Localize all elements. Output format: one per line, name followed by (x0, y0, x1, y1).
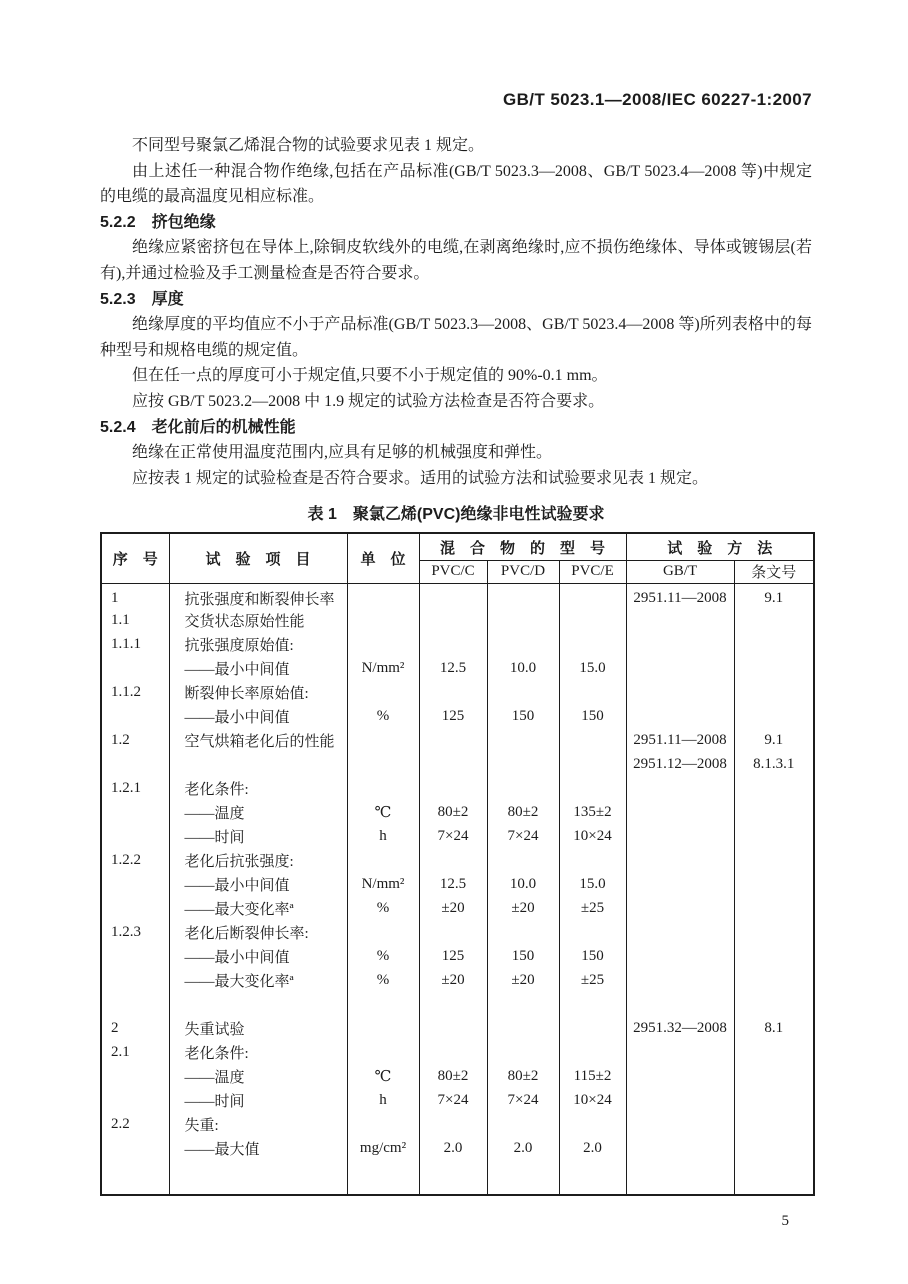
table-cell (487, 633, 559, 657)
table-row (101, 1137, 814, 1161)
table-cell: 80±2 (419, 801, 487, 825)
requirements-table (100, 532, 815, 1196)
table-cell (734, 609, 814, 633)
table-cell (101, 873, 169, 897)
table-cell (347, 1017, 419, 1041)
table-body (101, 583, 814, 1195)
table-row (101, 1041, 814, 1065)
table-cell: ℃ (347, 1065, 419, 1089)
table-cell (347, 729, 419, 753)
table-cell: % (347, 897, 419, 921)
table-row (101, 993, 814, 1017)
table-cell: 2951.11—2008 (626, 729, 734, 753)
table-cell (626, 705, 734, 729)
table-row (101, 633, 814, 657)
table-cell: 老化后断裂伸长率: (169, 921, 347, 945)
table-cell (347, 633, 419, 657)
table-row (101, 657, 814, 681)
table-cell (487, 1017, 559, 1041)
table-cell (487, 729, 559, 753)
table-row (101, 681, 814, 705)
table-cell (626, 633, 734, 657)
table-cell (559, 921, 626, 945)
table-row (101, 921, 814, 945)
table-cell: 交货状态原始性能 (169, 609, 347, 633)
table-cell: 老化条件: (169, 1041, 347, 1065)
table-cell (559, 1161, 626, 1195)
table-cell (347, 777, 419, 801)
col-header-clause: 条文号 (734, 560, 814, 583)
table-cell (487, 1161, 559, 1195)
table-cell (419, 681, 487, 705)
page-content (100, 90, 812, 1230)
table-cell (101, 1161, 169, 1195)
table-cell (419, 777, 487, 801)
col-header-mixture-group: 混 合 物 的 型 号 (419, 533, 626, 560)
table-row (101, 1113, 814, 1137)
table-row (101, 1065, 814, 1089)
table-cell: 80±2 (487, 1065, 559, 1089)
table-cell: 9.1 (734, 583, 814, 609)
table-cell (487, 993, 559, 1017)
table-cell: 1 (101, 583, 169, 609)
table-cell (626, 969, 734, 993)
table-cell (347, 921, 419, 945)
table-cell (626, 849, 734, 873)
table-cell (487, 753, 559, 777)
table-cell: 8.1 (734, 1017, 814, 1041)
table-row (101, 897, 814, 921)
section-heading: 5.2.4 老化前后的机械性能 (100, 418, 296, 436)
paragraph: 不同型号聚氯乙烯混合物的试验要求见表 1 规定。 (132, 137, 485, 154)
table-cell (626, 801, 734, 825)
table-cell (419, 993, 487, 1017)
table-cell (559, 849, 626, 873)
table-cell (734, 1137, 814, 1161)
table-cell: 2.0 (487, 1137, 559, 1161)
table-cell: ——最大值 (169, 1137, 347, 1161)
table-cell: 老化条件: (169, 777, 347, 801)
table-cell (419, 729, 487, 753)
table-row (101, 729, 814, 753)
table-cell (734, 681, 814, 705)
section-heading: 5.2.2 挤包绝缘 (100, 213, 216, 231)
table-cell: 空气烘箱老化后的性能 (169, 729, 347, 753)
table-cell (734, 825, 814, 849)
table-cell: ——最小中间值 (169, 705, 347, 729)
table-cell (347, 1113, 419, 1137)
table-cell: 10×24 (559, 1089, 626, 1113)
col-header-pvc-e: PVC/E (559, 560, 626, 583)
table-row (101, 825, 814, 849)
table-cell: 2951.11—2008 (626, 583, 734, 609)
table-cell: 7×24 (487, 1089, 559, 1113)
table-cell (487, 681, 559, 705)
table-cell: 10×24 (559, 825, 626, 849)
table-cell (347, 1041, 419, 1065)
table-cell (626, 1137, 734, 1161)
table-cell (487, 849, 559, 873)
table-cell (101, 897, 169, 921)
table-cell (626, 1161, 734, 1195)
table-cell: 2951.12—2008 (626, 753, 734, 777)
table-row (101, 945, 814, 969)
table-cell: 1.1.2 (101, 681, 169, 705)
table-cell (487, 1113, 559, 1137)
page-number: 5 (781, 1212, 789, 1229)
table-cell: 12.5 (419, 657, 487, 681)
doc-content (100, 133, 812, 491)
table-cell: 2 (101, 1017, 169, 1041)
paragraph: 绝缘应紧密挤包在导体上,除铜皮软线外的电缆,在剥离绝缘时,应不损伤绝缘体、导体或镀锡层(若有),并通过检验及手工测量检查是否符合要求。 (100, 239, 812, 282)
table-cell (487, 609, 559, 633)
col-header-seq: 序 号 (101, 533, 169, 583)
table-cell (626, 921, 734, 945)
table-cell: 150 (559, 705, 626, 729)
table-cell: ±20 (419, 897, 487, 921)
table-cell (626, 657, 734, 681)
table-cell (559, 609, 626, 633)
table-cell (626, 825, 734, 849)
table-cell: 150 (487, 705, 559, 729)
table-cell (487, 777, 559, 801)
table-cell (734, 873, 814, 897)
table-cell: 10.0 (487, 873, 559, 897)
table-cell: ——温度 (169, 801, 347, 825)
col-header-unit: 单 位 (347, 533, 419, 583)
paragraph: 应按表 1 规定的试验检查是否符合要求。适用的试验方法和试验要求见表 1 规定。 (132, 469, 709, 487)
table-cell (559, 729, 626, 753)
table-cell (347, 583, 419, 609)
table-cell (734, 1161, 814, 1195)
table-row (101, 801, 814, 825)
table-cell: ——最大变化率ª (169, 969, 347, 993)
table-cell (734, 1065, 814, 1089)
table-cell: 12.5 (419, 873, 487, 897)
table-cell (419, 1161, 487, 1195)
table-cell (734, 921, 814, 945)
table-cell: 老化后抗张强度: (169, 849, 347, 873)
col-header-pvc-c: PVC/C (419, 560, 487, 583)
table-cell: 9.1 (734, 729, 814, 753)
table-cell: 1.2 (101, 729, 169, 753)
table-cell: 10.0 (487, 657, 559, 681)
table-cell: 失重: (169, 1113, 347, 1137)
table-cell: 失重试验 (169, 1017, 347, 1041)
table-cell: ±20 (419, 969, 487, 993)
table-cell (101, 945, 169, 969)
table-cell: ——时间 (169, 825, 347, 849)
table-cell (419, 921, 487, 945)
paragraph: 由上述任一种混合物作绝缘,包括在产品标准(GB/T 5023.3—2008、GB/T 5023.4—2008 等)中规定的电缆的最高温度见相应标准。 (100, 162, 812, 206)
table-cell: 150 (487, 945, 559, 969)
table-cell (347, 849, 419, 873)
table-cell (734, 1089, 814, 1113)
table-cell: 135±2 (559, 801, 626, 825)
table-cell (419, 753, 487, 777)
table-cell (734, 1041, 814, 1065)
table-cell: ——最小中间值 (169, 945, 347, 969)
table-cell: 115±2 (559, 1065, 626, 1089)
paragraph: 但在任一点的厚度可小于规定值,只要不小于规定值的 90%-0.1 mm。 (132, 367, 608, 385)
table-cell (347, 609, 419, 633)
table-cell (559, 777, 626, 801)
table-cell (734, 777, 814, 801)
table-cell: ℃ (347, 801, 419, 825)
table-row (101, 1017, 814, 1041)
table-cell (734, 1113, 814, 1137)
table-cell: 1.2.2 (101, 849, 169, 873)
table-cell: 1.1 (101, 609, 169, 633)
table-cell: 125 (419, 705, 487, 729)
table-cell (559, 583, 626, 609)
table-cell: ——最大变化率ª (169, 897, 347, 921)
col-header-item: 试 验 项 目 (169, 533, 347, 583)
table-cell: % (347, 945, 419, 969)
table-cell (734, 945, 814, 969)
table-cell: N/mm² (347, 657, 419, 681)
table-row (101, 753, 814, 777)
table-cell (101, 705, 169, 729)
table-cell: ——温度 (169, 1065, 347, 1089)
table-cell: 80±2 (419, 1065, 487, 1089)
table-cell (101, 1065, 169, 1089)
table-cell: 2.1 (101, 1041, 169, 1065)
table-cell: 7×24 (419, 1089, 487, 1113)
table-cell (626, 993, 734, 1017)
table-cell (101, 993, 169, 1017)
table-cell (169, 753, 347, 777)
table-cell: % (347, 969, 419, 993)
table-cell (101, 657, 169, 681)
standard-number-header: GB/T 5023.1—2008/IEC 60227-1:2007 (503, 90, 812, 109)
table-cell: 2.0 (559, 1137, 626, 1161)
table-cell (101, 1137, 169, 1161)
section-heading: 5.2.3 厚度 (100, 290, 184, 308)
table-cell (347, 681, 419, 705)
table-cell (734, 969, 814, 993)
table-cell: ±25 (559, 969, 626, 993)
table-cell (347, 1161, 419, 1195)
table-cell (734, 897, 814, 921)
table-row (101, 873, 814, 897)
table-row (101, 583, 814, 609)
table-cell (169, 993, 347, 1017)
table-cell (734, 849, 814, 873)
table-cell: 抗张强度和断裂伸长率 (169, 583, 347, 609)
table-cell (626, 945, 734, 969)
table-cell (487, 1041, 559, 1065)
table-row (101, 777, 814, 801)
table-cell: 7×24 (419, 825, 487, 849)
table-cell: 断裂伸长率原始值: (169, 681, 347, 705)
table-cell (626, 609, 734, 633)
table-cell (419, 583, 487, 609)
table-cell: ±25 (559, 897, 626, 921)
table-cell (419, 633, 487, 657)
table-cell (559, 1113, 626, 1137)
table-cell: ±20 (487, 969, 559, 993)
table-cell: ——时间 (169, 1089, 347, 1113)
table-cell (419, 1017, 487, 1041)
table-cell (419, 849, 487, 873)
table-cell (559, 753, 626, 777)
table-cell: h (347, 1089, 419, 1113)
table-cell: 1.2.3 (101, 921, 169, 945)
table-cell (419, 1041, 487, 1065)
table-cell: ±20 (487, 897, 559, 921)
table-cell: 2.0 (419, 1137, 487, 1161)
table-cell: 80±2 (487, 801, 559, 825)
table-cell: ——最小中间值 (169, 873, 347, 897)
table-cell (734, 633, 814, 657)
table-cell (101, 1089, 169, 1113)
table-cell (626, 777, 734, 801)
table-cell (101, 825, 169, 849)
table-cell: % (347, 705, 419, 729)
paragraph: 应按 GB/T 5023.2—2008 中 1.9 规定的试验方法检查是否符合要求。 (132, 392, 605, 410)
table-cell: h (347, 825, 419, 849)
table-cell: 2.2 (101, 1113, 169, 1137)
table-cell (419, 609, 487, 633)
table-row (101, 705, 814, 729)
col-header-gbt: GB/T (626, 560, 734, 583)
table-header (101, 533, 814, 583)
table-caption: 表 1 聚氯乙烯(PVC)绝缘非电性试验要求 (307, 506, 605, 524)
table-cell (626, 1065, 734, 1089)
table-cell (626, 1041, 734, 1065)
col-header-method-group: 试 验 方 法 (626, 533, 814, 560)
table-row (101, 1089, 814, 1113)
table-cell: 125 (419, 945, 487, 969)
table-cell (347, 753, 419, 777)
table-cell (626, 897, 734, 921)
paragraph: 绝缘在正常使用温度范围内,应具有足够的机械强度和弹性。 (132, 444, 553, 462)
table-cell: mg/cm² (347, 1137, 419, 1161)
table-cell: 2951.32—2008 (626, 1017, 734, 1041)
table-cell (626, 681, 734, 705)
table-row (101, 1161, 814, 1195)
table-row (101, 849, 814, 873)
table-cell (559, 633, 626, 657)
table-cell: 1.1.1 (101, 633, 169, 657)
table-cell (347, 993, 419, 1017)
table-cell: 15.0 (559, 873, 626, 897)
table-cell: 15.0 (559, 657, 626, 681)
table-cell (101, 801, 169, 825)
table-cell (734, 705, 814, 729)
table-cell (487, 583, 559, 609)
table-cell (734, 801, 814, 825)
table-cell (101, 753, 169, 777)
table-cell: 1.2.1 (101, 777, 169, 801)
table-cell (559, 1017, 626, 1041)
table-cell: 150 (559, 945, 626, 969)
table-row (101, 609, 814, 633)
table-cell: 抗张强度原始值: (169, 633, 347, 657)
paragraph: 绝缘厚度的平均值应不小于产品标准(GB/T 5023.3—2008、GB/T 5023.4—2008 等)所列表格中的每种型号和规格电缆的规定值。 (100, 316, 812, 359)
table-cell: N/mm² (347, 873, 419, 897)
table-cell (419, 1113, 487, 1137)
table-cell (734, 657, 814, 681)
table-cell (734, 993, 814, 1017)
table-cell (169, 1161, 347, 1195)
table-cell: 7×24 (487, 825, 559, 849)
table-cell (559, 1041, 626, 1065)
table-cell (101, 969, 169, 993)
col-header-pvc-d: PVC/D (487, 560, 559, 583)
table-cell: ——最小中间值 (169, 657, 347, 681)
table-cell (487, 921, 559, 945)
table-cell (559, 681, 626, 705)
table-cell (626, 873, 734, 897)
table-row (101, 969, 814, 993)
table-cell: 8.1.3.1 (734, 753, 814, 777)
table-cell (626, 1089, 734, 1113)
table-cell (559, 993, 626, 1017)
table-cell (626, 1113, 734, 1137)
